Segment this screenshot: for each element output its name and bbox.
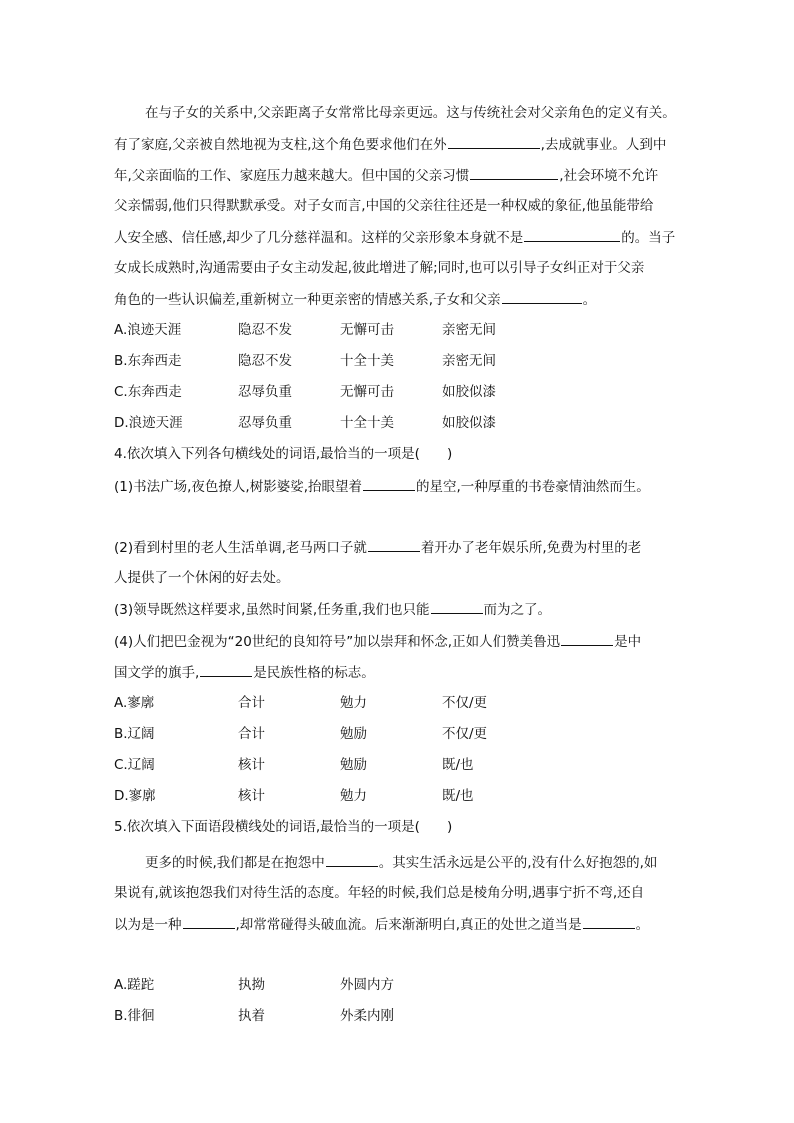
option-word: 无懈可击 xyxy=(340,322,394,338)
blank-5 xyxy=(200,662,252,677)
option-word: 亲密无间 xyxy=(442,322,496,338)
q3-passage-line-4: 父亲懦弱,他们只得默默承受。对子女而言,中国的父亲往往还是一种权威的象征,他虽能带给 xyxy=(114,198,654,214)
q5-passage-line-3: 以为是一种 ,却常常碰得头破血流。后来渐渐明白,真正的处世之道当是 。 xyxy=(114,914,714,935)
option-word: 勉力 xyxy=(340,695,367,711)
option-word: 勉力 xyxy=(340,788,367,804)
option-label: A.浪迹天涯 xyxy=(114,322,182,338)
q5-stem: 5.依次填入下面语段横线处的词语,最恰当的一项是( ) xyxy=(114,819,453,835)
option-label: B.辽阔 xyxy=(114,726,155,742)
option-label: D.寥廓 xyxy=(114,788,156,804)
q3-passage-line-5: 人安全感、信任感,却少了几分慈祥温和。这样的父亲形象本身就不是 的。当子 xyxy=(114,227,714,248)
option-word: 合计 xyxy=(238,695,265,711)
option-word: 勉励 xyxy=(340,757,367,773)
option-word: 执拗 xyxy=(238,977,265,993)
q3-option-d[interactable] xyxy=(114,413,714,433)
option-label: D.浪迹天涯 xyxy=(114,415,183,431)
option-word: 十全十美 xyxy=(340,353,394,369)
q5-option-a[interactable] xyxy=(114,975,714,995)
blank-4 xyxy=(502,289,582,304)
option-word: 既/也 xyxy=(442,788,474,804)
q4-sentence-3: (3)领导既然这样要求,虽然时间紧,任务重,我们也只能 而为之了。 xyxy=(114,599,714,620)
option-word: 核计 xyxy=(238,757,265,773)
option-label: C.辽阔 xyxy=(114,757,155,773)
option-word: 不仅/更 xyxy=(442,695,488,711)
blank-2 xyxy=(183,914,235,929)
option-word: 核计 xyxy=(238,788,265,804)
option-label: C.东奔西走 xyxy=(114,384,182,400)
option-word: 合计 xyxy=(238,726,265,742)
option-word: 忍辱负重 xyxy=(238,384,292,400)
q4-option-d[interactable] xyxy=(114,786,714,806)
q3-option-a[interactable] xyxy=(114,320,714,340)
q5-passage-line-1: 更多的时候,我们都是在抱怨中 。其实生活永远是公平的,没有什么好抱怨的,如 xyxy=(145,852,745,873)
option-word: 外柔内刚 xyxy=(340,1008,394,1024)
q3-passage-line-6: 女成长成熟时,沟通需要由子女主动发起,彼此增进了解;同时,也可以引导子女纠正对于父亲 xyxy=(114,260,645,276)
blank-1 xyxy=(326,852,378,867)
q5-passage-line-2: 果说有,就该抱怨我们对待生活的态度。年轻的时候,我们总是棱角分明,遇事宁折不弯,还自 xyxy=(114,885,645,901)
option-label: A.寥廓 xyxy=(114,695,155,711)
q3-passage-line-1: 在与子女的关系中,父亲距离子女常常比母亲更远。这与传统社会对父亲角色的定义有关。 xyxy=(145,105,676,121)
blank-2 xyxy=(470,165,558,180)
option-word: 不仅/更 xyxy=(442,726,488,742)
q3-option-b[interactable] xyxy=(114,351,714,371)
blank-1 xyxy=(363,476,415,491)
option-word: 无懈可击 xyxy=(340,384,394,400)
q3-option-c[interactable] xyxy=(114,382,714,402)
option-label: B.东奔西走 xyxy=(114,353,182,369)
option-word: 外圆内方 xyxy=(340,977,394,993)
blank-3 xyxy=(583,914,635,929)
blank-1 xyxy=(448,134,540,149)
option-word: 勉励 xyxy=(340,726,367,742)
option-label: B.徘徊 xyxy=(114,1008,155,1024)
q4-sentence-4-cont: 国文学的旗手, 是民族性格的标志。 xyxy=(114,662,714,683)
q4-option-c[interactable] xyxy=(114,755,714,775)
blank-4 xyxy=(561,631,613,646)
q3-passage-line-7: 角色的一些认识偏差,重新树立一种更亲密的情感关系,子女和父亲 。 xyxy=(114,289,714,310)
q4-option-a[interactable] xyxy=(114,693,714,713)
option-word: 十全十美 xyxy=(340,415,394,431)
blank-2 xyxy=(368,537,420,552)
q4-option-b[interactable] xyxy=(114,724,714,744)
q5-option-b[interactable] xyxy=(114,1006,714,1026)
q4-sentence-1: (1)书法广场,夜色撩人,树影婆娑,抬眼望着 的星空,一种厚重的书卷豪情油然而生。 xyxy=(114,476,714,497)
option-label: A.蹉跎 xyxy=(114,977,155,993)
q4-sentence-2-cont: 人提供了一个休闲的好去处。 xyxy=(114,570,290,586)
blank-3 xyxy=(524,227,620,242)
q4-sentence-4: (4)人们把巴金视为“20世纪的良知符号”加以崇拜和怀念,正如人们赞美鲁迅 是中 xyxy=(114,631,714,652)
option-word: 亲密无间 xyxy=(442,353,496,369)
option-word: 隐忍不发 xyxy=(238,353,292,369)
q4-sentence-2: (2)看到村里的老人生活单调,老马两口子就 着开办了老年娱乐所,免费为村里的老 xyxy=(114,537,714,558)
q3-passage-line-3: 年,父亲面临的工作、家庭压力越来越大。但中国的父亲习惯 ,社会环境不允许 xyxy=(114,165,714,186)
option-word: 如胶似漆 xyxy=(442,384,496,400)
q4-stem: 4.依次填入下列各句横线处的词语,最恰当的一项是( ) xyxy=(114,446,453,462)
blank-3 xyxy=(431,599,483,614)
option-word: 隐忍不发 xyxy=(238,322,292,338)
option-word: 既/也 xyxy=(442,757,474,773)
option-word: 执着 xyxy=(238,1008,265,1024)
option-word: 忍辱负重 xyxy=(238,415,292,431)
q3-passage-line-2: 有了家庭,父亲被自然地视为支柱,这个角色要求他们在外 ,去成就事业。人到中 xyxy=(114,134,714,155)
option-word: 如胶似漆 xyxy=(442,415,496,431)
